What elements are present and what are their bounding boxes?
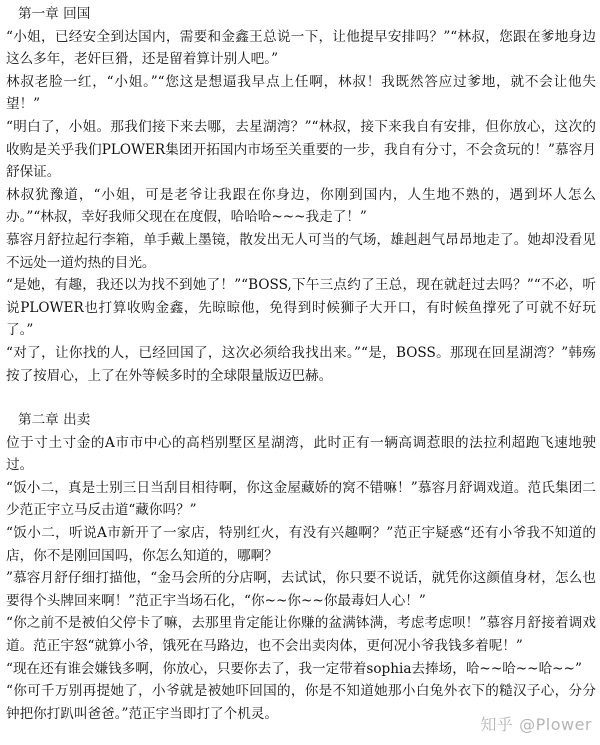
chapter-1-paragraph: “明白了，小姐。那我们接下来去哪，去星湖湾？”“林叔，接下来我自有安排，但你放心，这次的收购是关乎我们PLOWER集团开拓国内市场至关重要的一步，我自有分寸，不会贪玩的！”慕容月舒保证。 bbox=[6, 118, 596, 181]
chapter-2-paragraph: “你之前不是被伯父停卡了嘛，去那里肯定能让你赚的盆满钵满，考虑考虑呗！”慕容月舒接着调戏道。范正宇怒“就算小爷，饿死在马路边，也不会出卖肉体，更何况小爷我钱多着呢！” bbox=[6, 615, 596, 655]
novel-text bbox=[6, 3, 596, 725]
chapter-2-paragraph: “饭小二，听说A市新开了一家店，特别红火，有没有兴趣啊？”范正宇疑惑“还有小爷我不知道的店，你不是刚回国吗，你怎么知道的，哪啊？ bbox=[6, 525, 596, 564]
chapter-1-title: 第一章 回国 bbox=[18, 6, 91, 22]
chapter-1-paragraph: 慕容月舒拉起行李箱，单手戴上墨镜，散发出无人可当的气场，雄赳赳气昂昂地走了。她却没看见不远处一道灼热的目光。 bbox=[6, 231, 596, 271]
zhihu-watermark: 知乎 @Plower bbox=[480, 715, 592, 734]
chapter-2 bbox=[6, 409, 596, 725]
chapter-1-paragraph: “是她，有趣，我还以为找不到她了！”“BOSS,下午三点约了王总，现在就赶过去吗？”“不必，听说PLOWER也打算收购金鑫，先晾晾他，免得到时候狮子大开口，有时候鱼撑死了可就不好玩了。” bbox=[6, 277, 596, 339]
chapter-2-title: 第二章 出卖 bbox=[18, 412, 91, 429]
chapter-2-paragraph: ”慕容月舒仔细打描他，“金马会所的分店啊，去试试，你只要不说话，就凭你这颜值身材，怎么也要得个头牌回来啊！”范正宇当场石化，“你~~你~~你最毒妇人心！” bbox=[6, 570, 596, 609]
chapter-1-paragraph: 林叔老脸一红，“小姐。”“您这是想逼我早点上任啊，林叔！我既然答应过爹地，就不会让他失望！” bbox=[6, 73, 596, 113]
chapter-1-paragraph: “小姐，已经安全到达国内，需要和金鑫王总说一下，让他提早安排吗？”“林叔，您跟在爹地身边这么多年，老奸巨猾，还是留着算计别人吧。” bbox=[6, 28, 596, 68]
chapter-2-paragraph: “饭小二，真是士别三日当刮目相待啊，你这金屋藏娇的窝不错嘛！”慕容月舒调戏道。范氏集团二少范正宇立马反击道“藏你吗？” bbox=[6, 479, 596, 519]
chapter-2-paragraph: “你可千万别再提她了，小爷就是被她吓回国的，你是不知道她那小白兔外衣下的糙汉子心，分分钟把你打趴叫爸爸。”范正宇当即打了个机灵。 bbox=[6, 683, 596, 722]
chapter-1-paragraph: 林叔犹豫道，“小姐，可是老爷让我跟在你身边，你刚到国内，人生地不熟的，遇到坏人怎么办。”“林叔，幸好我师父现在在度假，哈哈哈~~~我走了！” bbox=[6, 186, 596, 226]
chapter-2-paragraph: 位于寸土寸金的A市市中心的高档别墅区星湖湾，此时正有一辆高调惹眼的法拉利超跑飞速地驶过。 bbox=[6, 434, 596, 474]
chapter-2-paragraph: “现在还有谁会嫌钱多啊，你放心，只要你去了，我一定带着sophia去捧场，哈~~哈~~哈~~” bbox=[6, 660, 582, 677]
chapter-1-paragraph: “对了，让你找的人，已经回国了，这次必须给我找出来。”“是，BOSS。那现在回星湖湾？”韩殇按了按眉心，上了在外等候多时的全球限量版迈巴赫。 bbox=[6, 344, 596, 384]
chapter-1 bbox=[6, 3, 596, 387]
chapter-divider bbox=[6, 387, 596, 409]
